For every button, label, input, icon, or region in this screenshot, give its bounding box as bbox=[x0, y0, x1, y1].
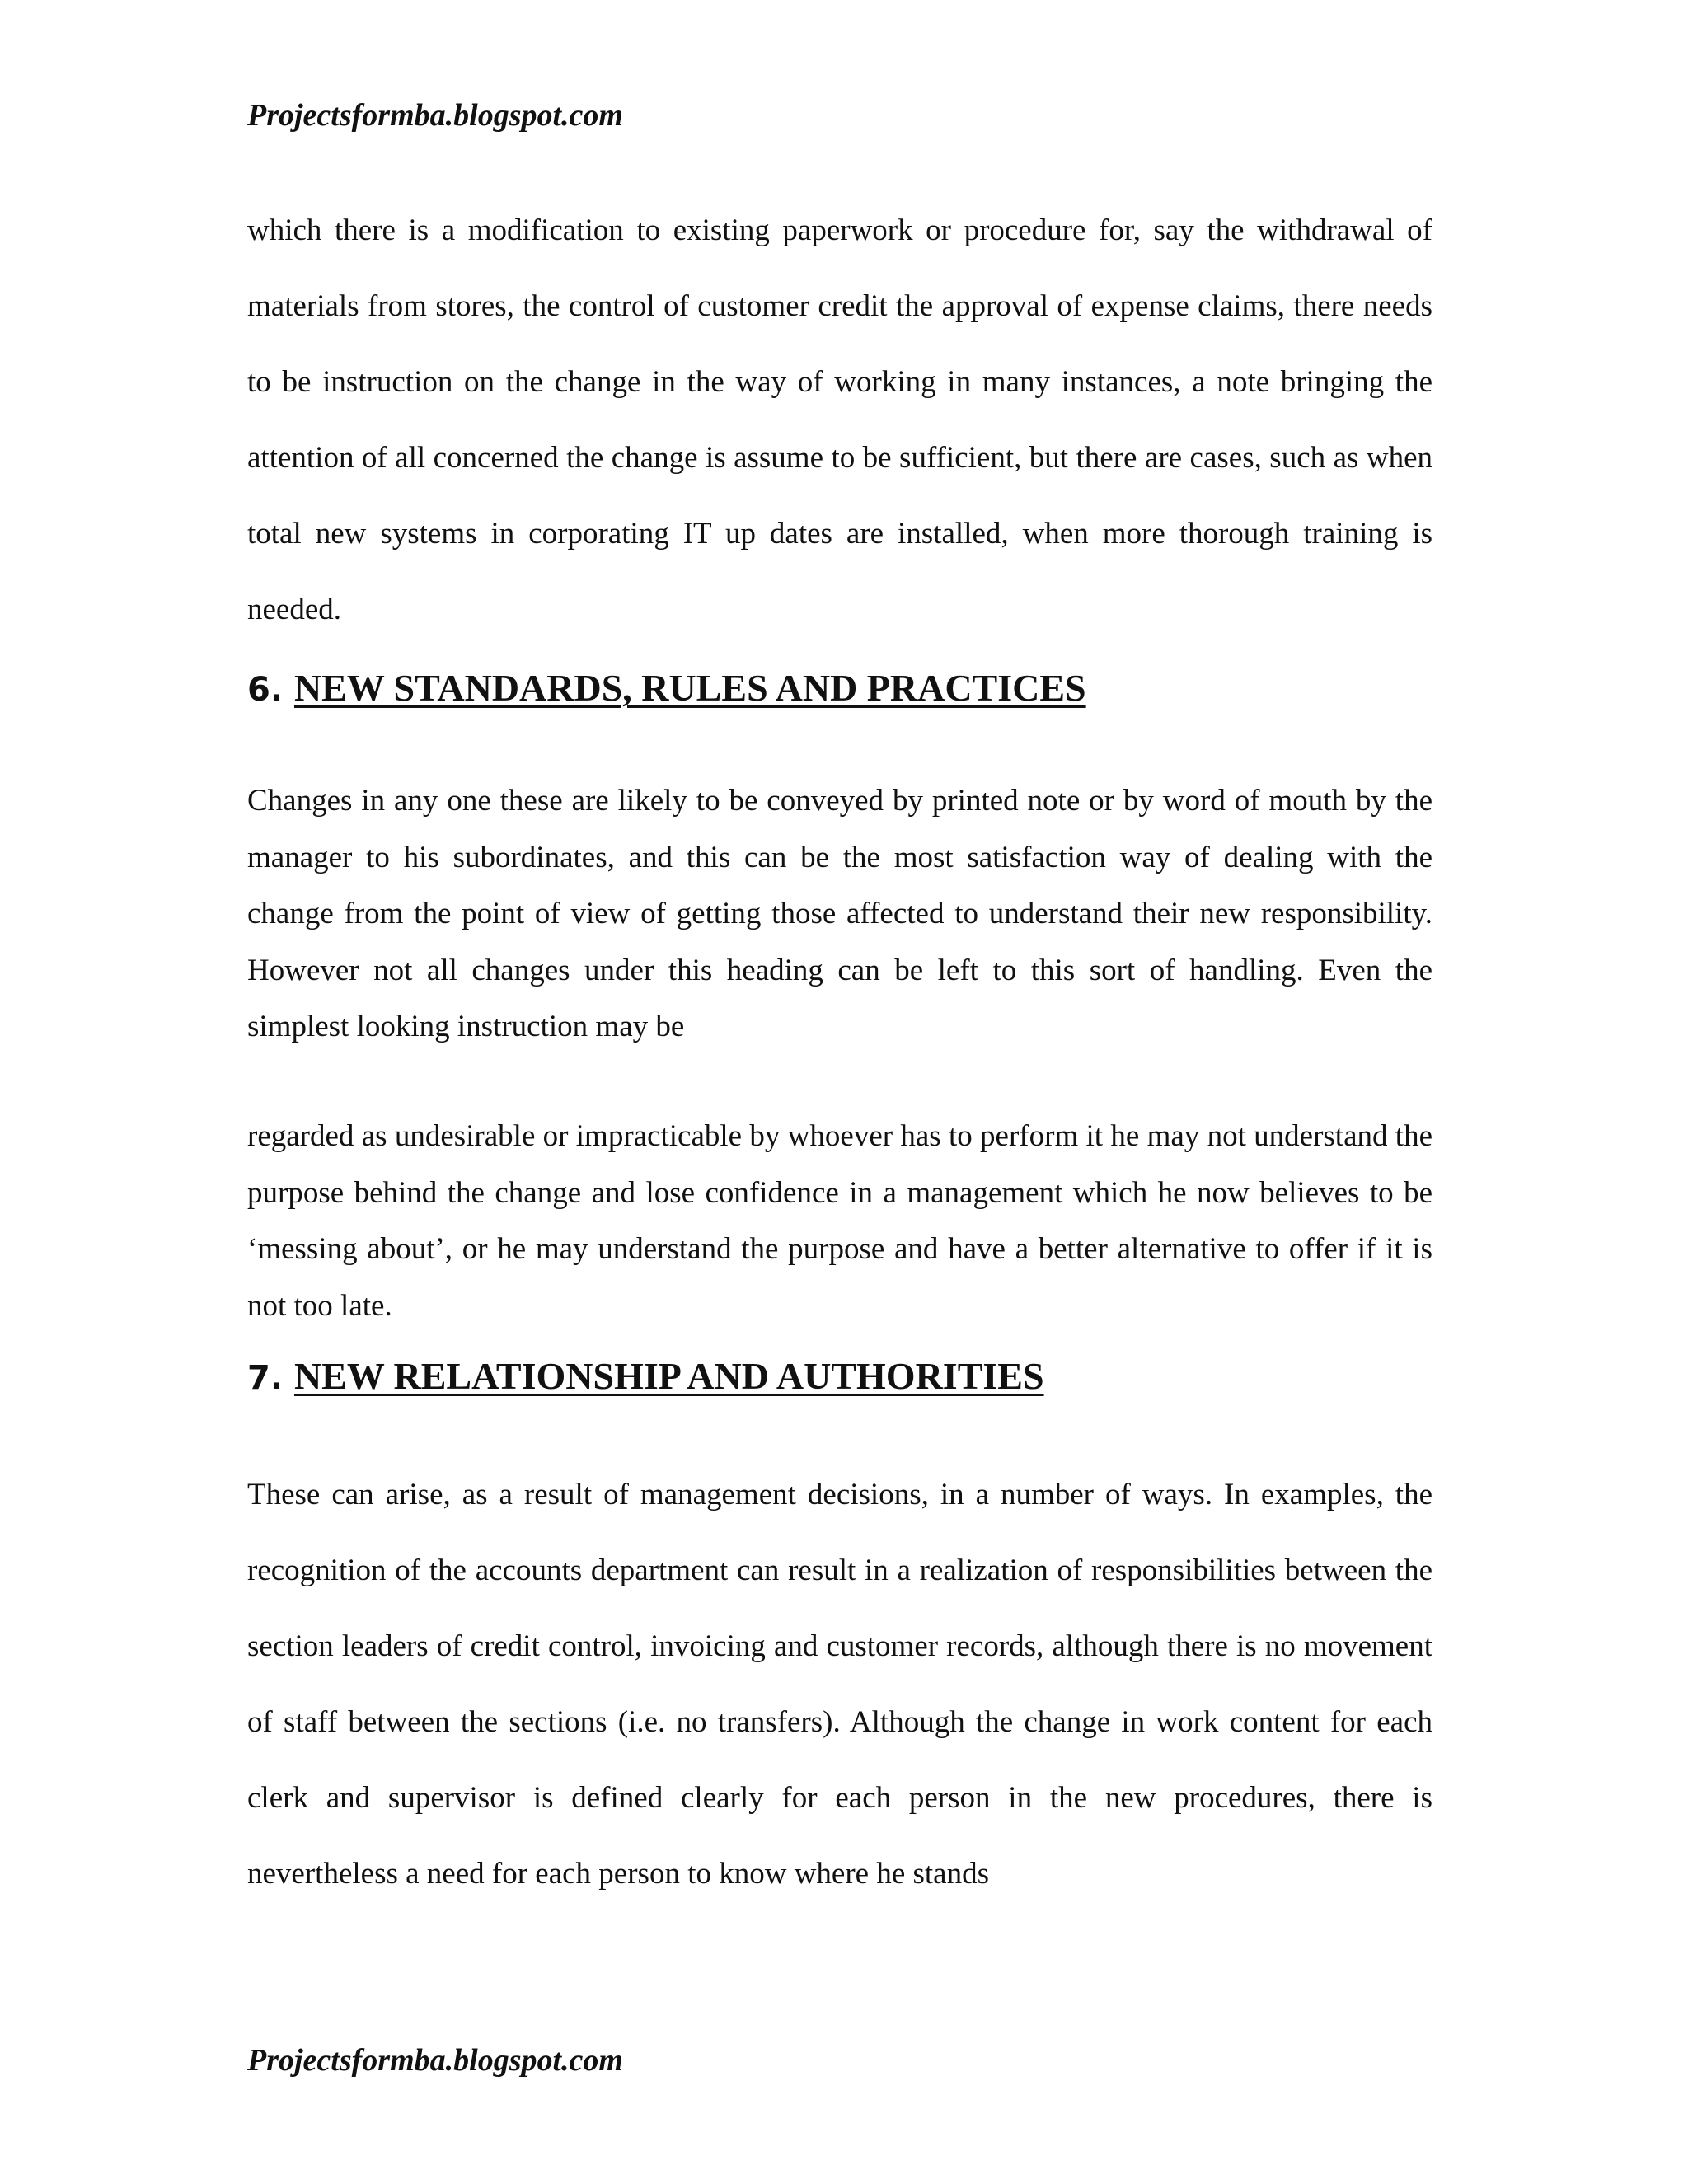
section-title: NEW RELATIONSHIP AND AUTHORITIES bbox=[293, 1355, 1044, 1397]
paragraph-continuation bbox=[247, 193, 1432, 648]
section-heading-7 bbox=[247, 1354, 1044, 1398]
paragraph-text: These can arise, as a result of management decisions, in a number of ways. In examples, the recognition of the accounts department can result in a realization of responsibilities between the section leaders of credit control, invoicing and customer records, although there is no movement of staff between the sections (i.e. no transfers). Although the change in work content for each clerk and supervisor is defined clearly for each person in the new procedures, there is nevertheless a need for each person to know where he stands bbox=[247, 1478, 1432, 1891]
paragraph-text: Changes in any one these are likely to be conveyed by printed note or by word of mouth by the manager to his subordinates, and this can be the most satisfaction way of dealing with the change from the point of view of getting those affected to understand their new responsibility. However not all changes under this heading can be left to this sort of handling. Even the simplest looking instruction may be bbox=[247, 784, 1432, 1043]
section-heading-6 bbox=[247, 666, 1086, 710]
paragraph-standards-continued bbox=[247, 1108, 1432, 1334]
section-title: NEW STANDARDS, RULES AND PRACTICES bbox=[293, 667, 1086, 709]
paragraph-text: which there is a modification to existing paperwork or procedure for, say the withdrawal of materials from stores, the control of customer credit the approval of expense claims, there needs to be instruction on the change in the way of working in many instances, a note bringing the attention of all concerned the change is assume to be sufficient, but there are cases, such as when total new systems in corporating IT up dates are installed, when more thorough training is needed. bbox=[247, 213, 1432, 626]
page-footer-site: Projectsformba.blogspot.com bbox=[247, 2043, 623, 2078]
paragraph-relationships bbox=[247, 1457, 1432, 1912]
section-number: 7. bbox=[247, 1359, 294, 1397]
section-number: 6. bbox=[247, 671, 294, 709]
page-header-site: Projectsformba.blogspot.com bbox=[247, 98, 623, 133]
paragraph-standards bbox=[247, 773, 1432, 1056]
paragraph-text: regarded as undesirable or impracticable by whoever has to perform it he may not understand the purpose behind the change and lose confidence in a management which he now believes to be ‘messing about’, or he may understand the purpose and have a better alternative to offer if it is not too late. bbox=[247, 1119, 1432, 1323]
